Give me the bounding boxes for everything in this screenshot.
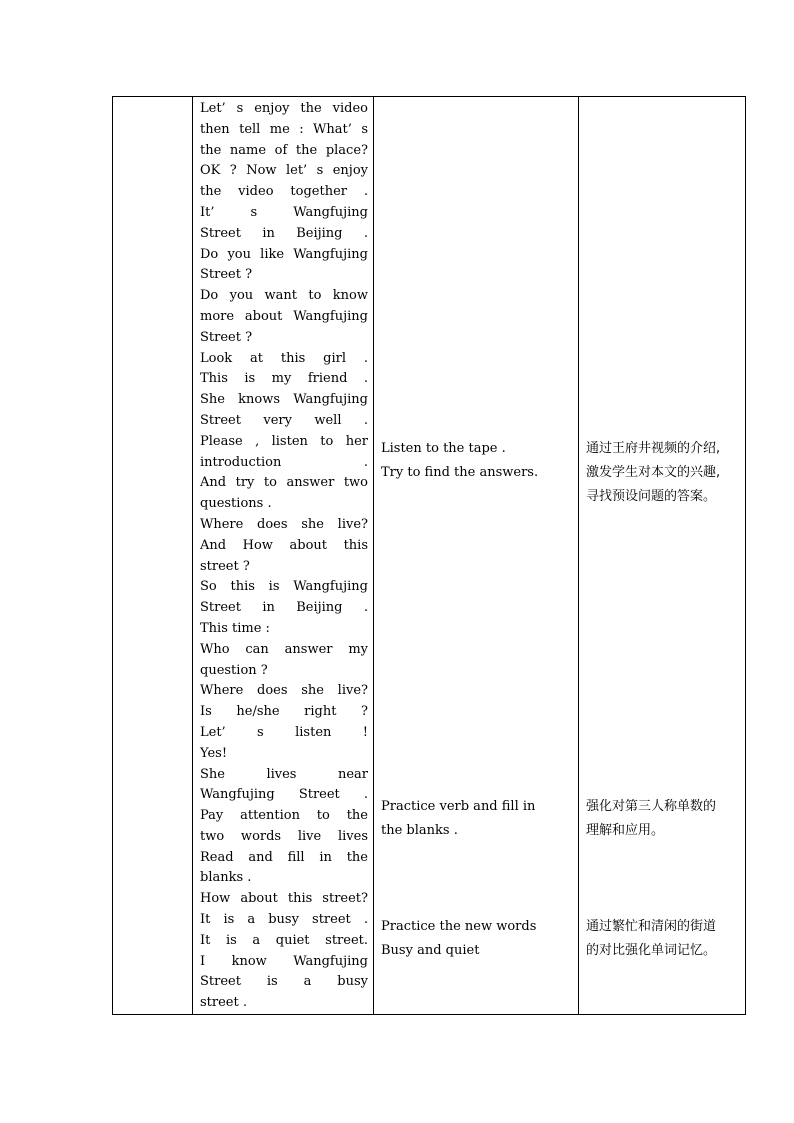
- design-aim-line: 通过繁忙和清闲的街道: [586, 919, 717, 934]
- teacher-line: street .: [200, 995, 247, 1011]
- student-activity-block: [381, 437, 574, 485]
- design-aim-block: [586, 915, 741, 963]
- student-activity-line: Practice the new words: [381, 919, 537, 934]
- student-activity-block: [381, 795, 574, 843]
- teacher-line: I know Wangfujing: [200, 953, 368, 969]
- teacher-line: street ?: [200, 558, 250, 574]
- student-activity-line: Practice verb and fill in: [381, 799, 536, 814]
- design-aim-line: 激发学生对本文的兴趣,: [586, 465, 721, 480]
- teacher-line: then tell me : What’ s: [200, 121, 368, 137]
- student-activity-cell: [374, 97, 579, 1015]
- teacher-line: Street ?: [200, 267, 253, 283]
- student-activity-block: [381, 915, 574, 963]
- teacher-line: Let’ s enjoy the video: [200, 101, 368, 116]
- design-aim-line: 理解和应用。: [586, 823, 665, 838]
- student-activity-line: Try to find the answers.: [381, 465, 539, 480]
- teacher-line: Wangfujing Street .: [200, 787, 368, 803]
- teacher-line: Read and fill in the: [200, 849, 368, 865]
- teacher-line: OK ? Now let’ s enjoy: [200, 163, 368, 179]
- teacher-line: question ?: [200, 662, 268, 678]
- lesson-plan-table: [112, 96, 746, 1015]
- design-aim-line: 通过王府井视频的介绍,: [586, 441, 721, 456]
- teacher-line: Please , listen to her: [200, 433, 368, 449]
- teacher-line: the video together .: [200, 184, 368, 200]
- teacher-line: So this is Wangfujing: [200, 579, 368, 595]
- teacher-line: It is a quiet street.: [200, 932, 368, 948]
- teacher-line: Street is a busy: [200, 974, 368, 990]
- teacher-line: two words live lives: [200, 828, 368, 844]
- student-activity-blocks: [374, 97, 578, 1014]
- teacher-line: blanks .: [200, 870, 252, 886]
- teacher-line: Pay attention to the: [200, 808, 368, 824]
- teacher-line: Yes!: [200, 745, 228, 761]
- teacher-line: Where does she live?: [200, 683, 368, 699]
- teacher-line: Is he/she right ?: [200, 704, 368, 720]
- design-aim-cell: [579, 97, 746, 1015]
- teacher-line: She knows Wangfujing: [200, 392, 368, 408]
- teacher-line: Do you like Wangfujing: [200, 246, 368, 262]
- design-aim-blocks: [579, 97, 745, 1014]
- design-aim-block: [586, 437, 741, 509]
- design-aim-block: [586, 795, 741, 843]
- teacher-line: Do you want to know: [200, 288, 368, 304]
- student-activity-line: Busy and quiet: [381, 943, 480, 958]
- design-aim-line: 寻找预设问题的答案。: [586, 489, 717, 504]
- teacher-line: This time :: [200, 620, 270, 636]
- teacher-line: questions .: [200, 496, 272, 512]
- teacher-line: It’ s Wangfujing: [200, 204, 368, 220]
- stage-cell: [113, 97, 193, 1015]
- teacher-line: How about this street?: [200, 891, 368, 907]
- teacher-line: Street ?: [200, 329, 253, 345]
- teacher-line: Look at this girl .: [200, 350, 368, 366]
- teacher-activity-text: [193, 97, 373, 1014]
- teacher-line: Street in Beijing .: [200, 225, 368, 241]
- design-aim-line: 强化对第三人称单数的: [586, 799, 717, 814]
- teacher-line: She lives near: [200, 766, 368, 782]
- teacher-line: Let’ s listen !: [200, 724, 368, 740]
- design-aim-line: 的对比强化单词记忆。: [586, 943, 717, 958]
- teacher-line: This is my friend .: [200, 371, 368, 387]
- teacher-line: introduction .: [200, 454, 368, 470]
- teacher-line: Street very well .: [200, 412, 368, 428]
- table-row: [113, 97, 746, 1015]
- teacher-activity-cell: [193, 97, 374, 1015]
- student-activity-line: the blanks .: [381, 823, 458, 838]
- teacher-line: Who can answer my: [200, 641, 368, 657]
- teacher-line: more about Wangfujing: [200, 308, 368, 324]
- teacher-line: And How about this: [200, 537, 368, 553]
- teacher-line: the name of the place?: [200, 142, 368, 158]
- student-activity-line: Listen to the tape .: [381, 441, 506, 456]
- teacher-line: And try to answer two: [200, 475, 368, 491]
- teacher-line: Street in Beijing .: [200, 600, 368, 616]
- teacher-line: It is a busy street .: [200, 912, 368, 928]
- teacher-line: Where does she live?: [200, 516, 368, 532]
